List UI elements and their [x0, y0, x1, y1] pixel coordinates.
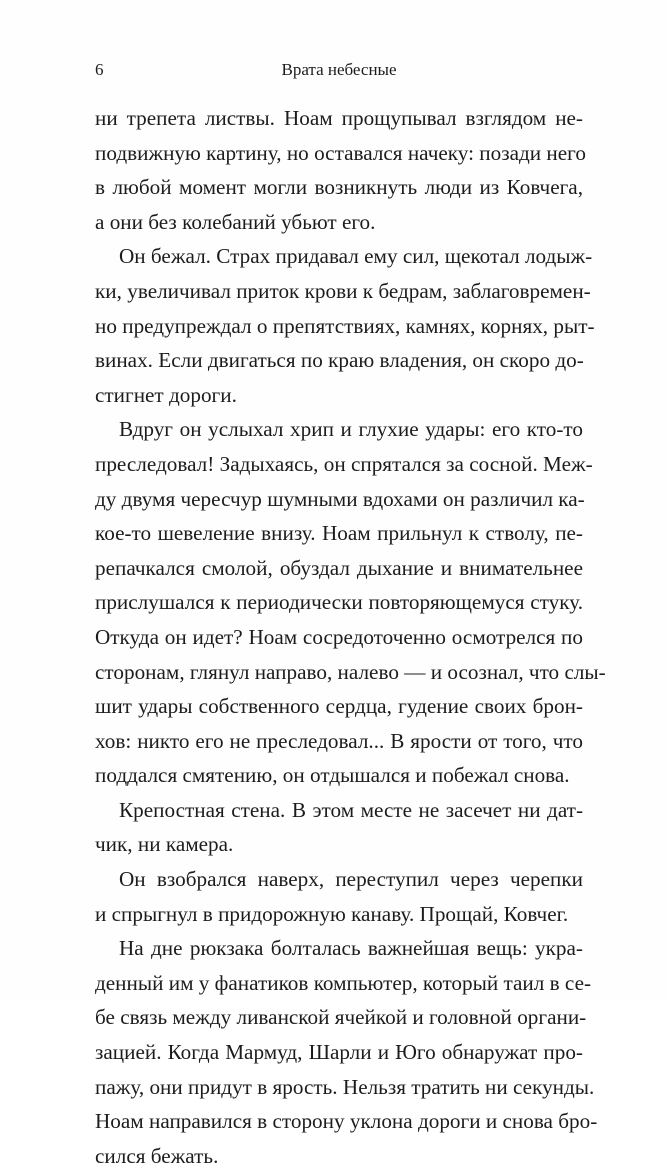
paragraph — [95, 862, 583, 931]
paragraph — [95, 412, 606, 793]
text-line: Он взобрался наверх, переступил через черепки — [119, 867, 583, 892]
text-line: винах. Если двигаться по краю владения, он скоро до- — [95, 348, 584, 373]
paragraph — [95, 931, 598, 1173]
text-line: кое-то шевеление внизу. Ноам прильнул к стволу, пе- — [95, 521, 583, 546]
text-line: Вдруг он услыхал хрип и глухие удары: его кто-то — [119, 417, 583, 442]
text-line: и спрыгнул в придорожную канаву. Прощай, Ковчег. — [95, 901, 569, 926]
text-line: стигнет дороги. — [95, 382, 237, 407]
text-line: подвижную картину, но оставался начеку: позади него — [95, 140, 586, 165]
text-line: а они без колебаний убьют его. — [95, 209, 376, 234]
text-line: ни трепета листвы. Ноам прощупывал взглядом не- — [95, 106, 583, 130]
text-line: сился бежать. — [95, 1143, 219, 1168]
text-line: хов: никто его не преследовал... В ярости от того, что — [95, 728, 583, 753]
text-line: ки, увеличивал приток крови к бедрам, заблаговремен- — [95, 278, 591, 303]
body-text — [95, 101, 606, 1173]
paragraph — [95, 239, 595, 412]
text-line: поддался смятению, он отдышался и побежал снова. — [95, 763, 570, 788]
text-line: бе связь между ливанской ячейкой и головной органи- — [95, 1005, 587, 1030]
text-line: сторонам, глянул направо, налево — и осознал, что слы- — [95, 659, 606, 684]
text-line: прислушался к периодически повторяющемуся стуку. — [95, 590, 583, 615]
text-line: Откуда он идет? Ноам сосредоточенно осмотрелся по — [95, 624, 583, 649]
text-line: чик, ни камера. — [95, 832, 234, 857]
page-number: 6 — [95, 60, 104, 79]
text-line: но предупреждал о препятствиях, камнях, корнях, рыт- — [95, 313, 595, 338]
paragraph — [95, 101, 586, 239]
running-title: Врата небесные — [281, 60, 397, 79]
text-line: шит удары собственного сердца, гудение своих брон- — [95, 694, 583, 719]
text-line: ду двумя чересчур шумными вдохами он различил ка- — [95, 486, 585, 511]
running-head — [95, 58, 583, 82]
text-line: пажу, они придут в ярость. Нельзя тратить ни секунды. — [95, 1074, 595, 1099]
text-line: преследовал! Задыхаясь, он спрятался за сосной. Меж- — [95, 451, 593, 476]
text-line: Он бежал. Страх придавал ему сил, щекотал лодыж- — [119, 244, 593, 269]
text-line: зацией. Когда Мармуд, Шарли и Юго обнаружат про- — [95, 1040, 583, 1065]
text-line: Крепостная стена. В этом месте не засечет ни дат- — [119, 797, 583, 822]
text-line: в любой момент могли возникнуть люди из Ковчега, — [95, 175, 583, 200]
text-line: Ноам направился в сторону уклона дороги и снова бро- — [95, 1109, 598, 1134]
text-line: репачкался смолой, обуздал дыхание и внимательнее — [95, 555, 583, 580]
text-line: денный им у фанатиков компьютер, который таил в се- — [95, 970, 592, 995]
text-line: На дне рюкзака болталась важнейшая вещь: укра- — [119, 936, 583, 961]
paragraph — [95, 793, 583, 862]
